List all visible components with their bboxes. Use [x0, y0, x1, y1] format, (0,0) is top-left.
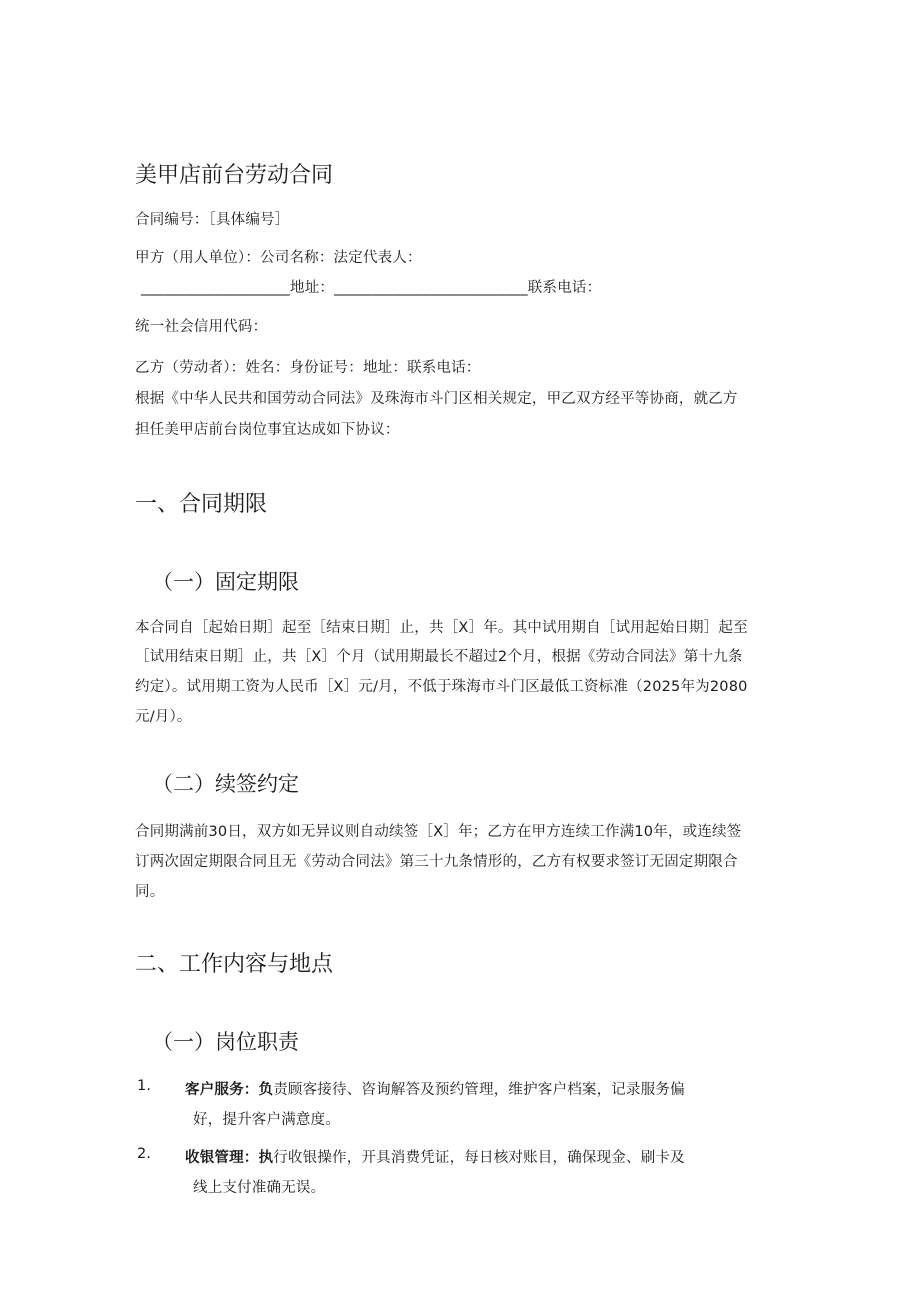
preamble-line: 根据《中华人民共和国劳动合同法》及珠海市斗门区相关规定，甲乙双方经平等协商，就乙方 [135, 391, 738, 407]
paragraph-line: 订两次固定期限合同且无《劳动合同法》第三十九条情形的，乙方有权要求签订无固定期限合 [135, 854, 738, 870]
list-item-label: 收银管理：执 [185, 1150, 274, 1166]
list-item-continuation: 好，提升客户满意度。 [193, 1112, 340, 1128]
list-item-number: 2. [137, 1146, 152, 1162]
paragraph-line: 本合同自［起始日期］起至［结束日期］止，共［X］年。其中试用期自［试用起始日期］起至 [135, 620, 748, 636]
list-item [185, 1146, 685, 1167]
contract-number: 合同编号：［具体编号］ [135, 212, 290, 228]
party-a-line-1: 甲方（用人单位）：公司名称：法定代表人： [135, 250, 422, 266]
paragraph-line: 约定）。试用期工资为人民币［X］元/月，不低于珠海市斗门区最低工资标准（2025年为2080 [135, 679, 748, 695]
list-item-label: 客户服务：负 [185, 1082, 274, 1098]
list-item-continuation: 线上支付准确无误。 [193, 1180, 326, 1196]
list-item-number: 1. [137, 1078, 152, 1094]
preamble-line: 担任美甲店前台岗位事宜达成如下协议： [135, 422, 400, 438]
party-b-line: 乙方（劳动者）：姓名：身份证号：地址：联系电话： [135, 360, 481, 376]
subsection-heading: （一）岗位职责 [152, 1030, 299, 1054]
party-a-line-2: ____________________地址：__________________________联系电话： [141, 280, 602, 296]
list-item-text: 行收银操作，开具消费凭证，每日核对账目，确保现金、刷卡及 [273, 1150, 685, 1166]
paragraph-line: 同。 [135, 884, 165, 900]
paragraph-line: ［试用结束日期］止，共［X］个月（试用期最长不超过2个月，根据《劳动合同法》第十九条 [135, 649, 743, 665]
credit-code-line: 统一社会信用代码： [135, 319, 268, 335]
list-item [185, 1078, 685, 1099]
section-heading: 一、合同期限 [135, 492, 268, 517]
document-title: 美甲店前台劳动合同 [135, 163, 334, 188]
section-heading: 二、工作内容与地点 [135, 952, 334, 977]
paragraph-line: 合同期满前30日，双方如无异议则自动续签［X］年；乙方在甲方连续工作满10年，或连续签 [135, 824, 742, 840]
subsection-heading: （一）固定期限 [152, 570, 299, 594]
subsection-heading: （二）续签约定 [152, 772, 299, 796]
list-item-text: 责顾客接待、咨询解答及预约管理，维护客户档案，记录服务偏 [273, 1082, 685, 1098]
paragraph-line: 元/月）。 [135, 709, 192, 725]
